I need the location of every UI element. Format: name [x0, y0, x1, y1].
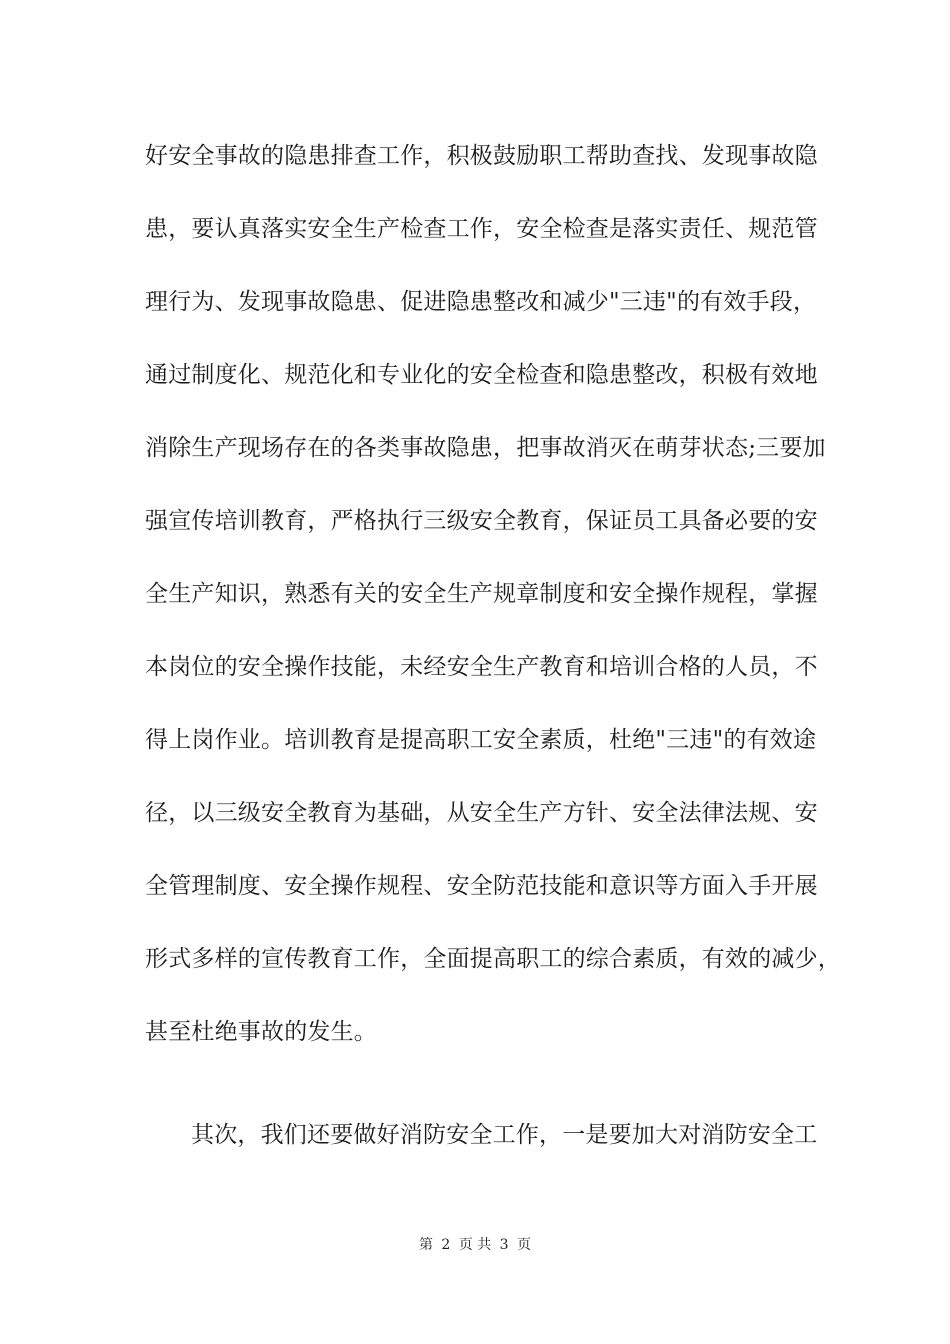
footer-current-page: 2	[441, 1237, 451, 1253]
text-line: 本岗位的安全操作技能，未经安全生产教育和培训合格的人员，不	[145, 654, 818, 680]
text-line: 患，要认真落实安全生产检查工作，安全检查是落实责任、规范管	[145, 216, 818, 242]
footer-middle: 页 共	[458, 1237, 492, 1253]
text-line: 全管理制度、安全操作规程、安全防范技能和意识等方面入手开展	[145, 873, 818, 899]
text-line: 径，以三级安全教育为基础，从安全生产方针、安全法律法规、安	[145, 800, 818, 826]
page-footer	[0, 1236, 950, 1254]
footer-total-pages: 3	[499, 1237, 509, 1253]
text-line: 其次，我们还要做好消防安全工作，一是要加大对消防安全工	[191, 1122, 818, 1148]
text-line: 得上岗作业。培训教育是提高职工安全素质，杜绝"三违"的有效途	[145, 727, 817, 753]
text-line: 理行为、发现事故隐患、促进隐患整改和减少"三违"的有效手段，	[145, 289, 817, 315]
text-line: 全生产知识，熟悉有关的安全生产规章制度和安全操作规程，掌握	[145, 581, 818, 607]
paragraph-2	[145, 1112, 825, 1185]
paragraph-1	[145, 133, 841, 1082]
text-line: 甚至杜绝事故的发生。	[145, 1019, 377, 1045]
text-line: 通过制度化、规范化和专业化的安全检查和隐患整改，积极有效地	[145, 362, 818, 388]
text-line: 强宣传培训教育，严格执行三级安全教育，保证员工具备必要的安	[145, 508, 818, 534]
footer-suffix: 页	[517, 1237, 532, 1253]
document-body	[145, 133, 841, 1185]
text-line: 好安全事故的隐患排查工作，积极鼓励职工帮助查找、发现事故隐	[145, 143, 818, 169]
paragraph-gap	[145, 1082, 825, 1112]
text-line: 形式多样的宣传教育工作，全面提高职工的综合素质，有效的减少，	[145, 946, 841, 972]
footer-prefix: 第	[418, 1237, 433, 1253]
text-line: 消除生产现场存在的各类事故隐患，把事故消灭在萌芽状态;三要加	[145, 435, 826, 461]
